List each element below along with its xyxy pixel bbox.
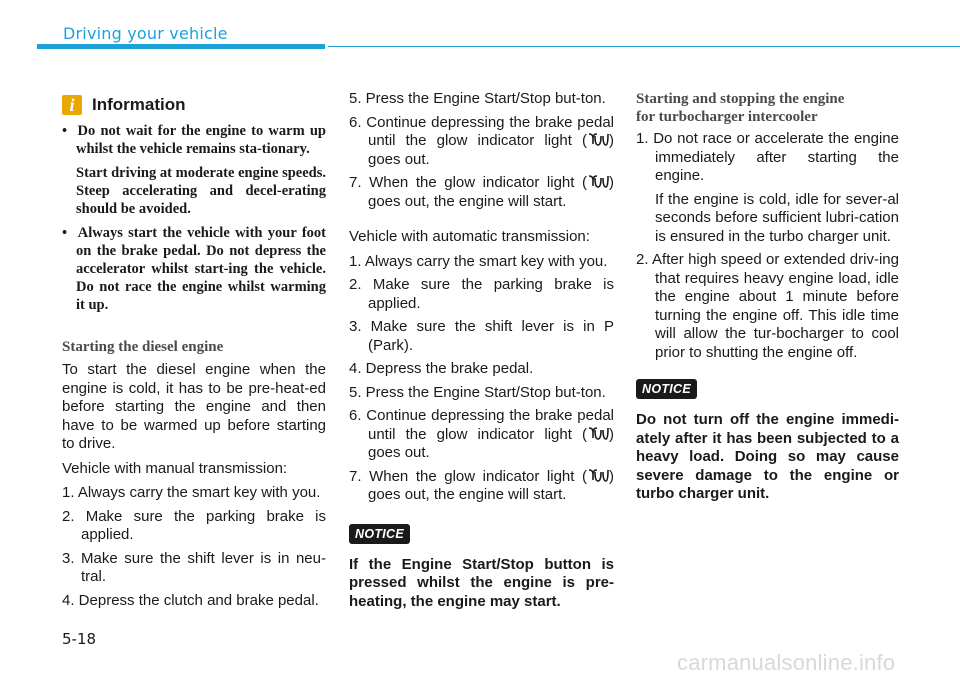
watermark: carmanualsonline.info (677, 650, 896, 675)
info-title: Information (92, 95, 186, 114)
list-item: 6. Continue depressing the brake pedal until the glow indicator light ( ) goes out. (349, 113, 614, 168)
section-heading-diesel: Starting the diesel engine (62, 339, 224, 355)
glow-plug-indicator-icon (587, 468, 609, 483)
info-bullet-continuation: Start driving at moderate engine speeds. Steep accelerating and decel-erating should be avoided. (76, 165, 326, 217)
column-middle (349, 90, 614, 611)
list-item: 5. Press the Engine Start/Stop but-ton. (349, 90, 606, 107)
glow-plug-indicator-icon (587, 426, 609, 441)
paragraph: To start the diesel engine when the engine is cold, it has to be pre-heat-ed before starting the engine and then have to be warmed up before starting to drive. (62, 361, 326, 452)
page-number: 5-18 (62, 630, 97, 648)
header-title: Driving your vehicle (63, 24, 228, 43)
list-item-continuation: If the engine is cold, idle for sever-al seconds before sufficient lubri-cation is ensured in the turbo charger unit. (655, 190, 899, 245)
glow-plug-indicator-icon (587, 132, 609, 147)
notice-badge: NOTICE (636, 379, 697, 399)
glow-plug-indicator-icon (587, 174, 609, 189)
list-item: 7. When the glow indicator light ( ) goes out, the engine will start. (349, 174, 614, 210)
list-item: 1. Always carry the smart key with you. (62, 484, 321, 501)
info-bullet: • Always start the vehicle with your foot on the brake pedal. Do not depress the accelerator whilst start-ing the vehicle. Do not race the engine whilst warming it up. (62, 225, 327, 313)
list-item: 2. Make sure the parking brake is applied. (349, 276, 614, 312)
list-item: 1. Do not race or accelerate the engine immediately after starting the engine. (636, 130, 899, 184)
list-item: 4. Depress the brake pedal. (349, 360, 534, 377)
info-header (62, 90, 326, 120)
info-bullet: • Do not wait for the engine to warm up whilst the vehicle remains sta-tionary. (62, 123, 326, 157)
list-item: 3. Make sure the shift lever is in P (Park). (349, 318, 614, 354)
column-left (62, 90, 326, 615)
auto-label: Vehicle with automatic transmission: (349, 228, 590, 245)
info-icon: i (62, 95, 82, 115)
list-item: 6. Continue depressing the brake pedal until the glow indicator light ( ) goes out. (349, 407, 614, 461)
list-item: 2. After high speed or extended driv-ing that requires heavy engine load, idle the engine about 1 minute before turning the engine off. This idle time will allow the tur-bocharger to cool prior to shutting the engine off. (636, 251, 899, 361)
list-item: 7. When the glow indicator light ( ) goes out, the engine will start. (349, 467, 614, 503)
notice-text: If the Engine Start/Stop button is pressed whilst the engine is pre-heating, the engine may start. (349, 555, 614, 610)
header-accent-bar (37, 44, 325, 49)
list-item: 4. Depress the clutch and brake pedal. (62, 591, 319, 609)
list-item: 3. Make sure the shift lever is in neu-tral. (62, 549, 326, 585)
section-heading-turbo: Starting and stopping the engine for turbocharger intercooler (636, 91, 845, 125)
manual-label: Vehicle with manual transmission: (62, 459, 288, 477)
notice-text: Do not turn off the engine immedi-ately after it has been subjected to a heavy load. Doing so may cause severe damage to the engine or turbo charger unit. (636, 411, 899, 502)
header-rule (328, 46, 960, 47)
column-right (636, 90, 899, 504)
list-item: 5. Press the Engine Start/Stop but-ton. (349, 383, 606, 401)
list-item: 1. Always carry the smart key with you. (349, 252, 608, 270)
notice-badge: NOTICE (349, 524, 410, 544)
list-item: 2. Make sure the parking brake is applied. (62, 507, 326, 543)
